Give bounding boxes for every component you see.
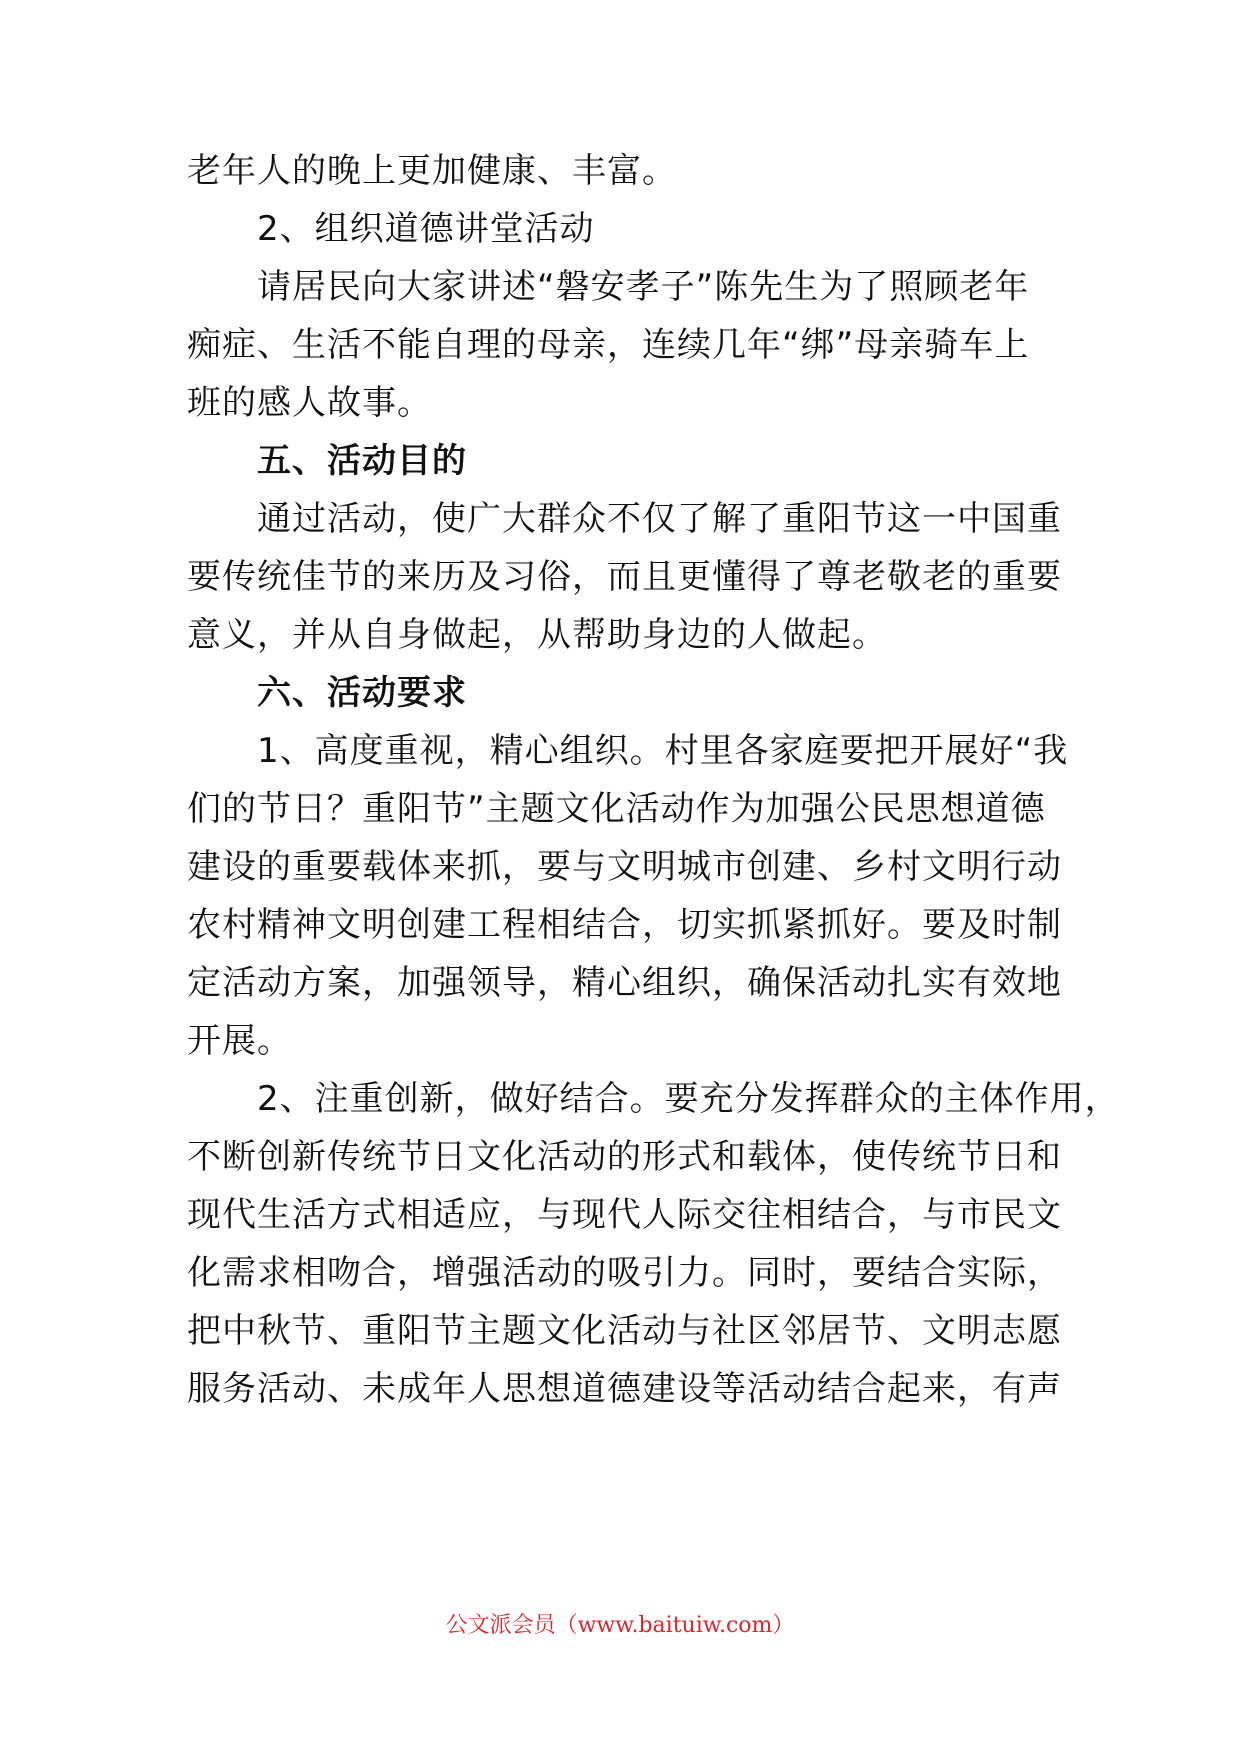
list-item-2-title: 2、组织道德讲堂活动 bbox=[257, 209, 595, 249]
body-line-3: 请居民向大家讲述“磐安孝子”陈先生为了照顾老年 bbox=[257, 267, 1030, 307]
body-line-8: 要传统佳节的来历及习俗，而且更懂得了尊老敬老的重要 bbox=[187, 557, 1062, 597]
body-line-13: 建设的重要载体来抓，要与文明城市创建、乡村文明行动 bbox=[187, 847, 1062, 887]
body-line-9: 意义，并从自身做起，从帮助身边的人做起。 bbox=[187, 615, 887, 655]
body-line-19: 现代生活方式相适应，与现代人际交往相结合，与市民文 bbox=[187, 1195, 1062, 1235]
body-line-12: 们的节日？重阳节”主题文化活动作为加强公民思想道德 bbox=[187, 789, 1046, 829]
body-line-16: 开展。 bbox=[187, 1021, 292, 1061]
footer-watermark: 公文派会员（www.baituiw.com） bbox=[445, 1613, 795, 1638]
body-line-17: 2、注重创新，做好结合。要充分发挥群众的主体作用， bbox=[257, 1079, 1120, 1119]
body-line-11: 1、高度重视，精心组织。村里各家庭要把开展好“我 bbox=[257, 731, 1069, 771]
body-line-7: 通过活动，使广大群众不仅了解了重阳节这一中国重 bbox=[257, 499, 1062, 539]
body-line-1: 老年人的晚上更加健康、丰富。 bbox=[187, 151, 677, 191]
body-line-22: 服务活动、未成年人思想道德建设等活动结合起来，有声 bbox=[187, 1369, 1062, 1409]
body-line-20: 化需求相吻合，增强活动的吸引力。同时，要结合实际， bbox=[187, 1253, 1062, 1293]
body-line-21: 把中秋节、重阳节主题文化活动与社区邻居节、文明志愿 bbox=[187, 1311, 1062, 1351]
body-line-5: 班的感人故事。 bbox=[187, 383, 432, 423]
body-line-15: 定活动方案，加强领导，精心组织，确保活动扎实有效地 bbox=[187, 963, 1062, 1003]
body-line-4: 痴症、生活不能自理的母亲，连续几年“绑”母亲骑车上 bbox=[187, 325, 1030, 365]
section-heading-5: 五、活动目的 bbox=[257, 441, 467, 481]
section-heading-6: 六、活动要求 bbox=[257, 673, 467, 713]
body-line-14: 农村精神文明创建工程相结合，切实抓紧抓好。要及时制 bbox=[187, 905, 1062, 945]
body-line-18: 不断创新传统节日文化活动的形式和载体，使传统节日和 bbox=[187, 1137, 1062, 1177]
